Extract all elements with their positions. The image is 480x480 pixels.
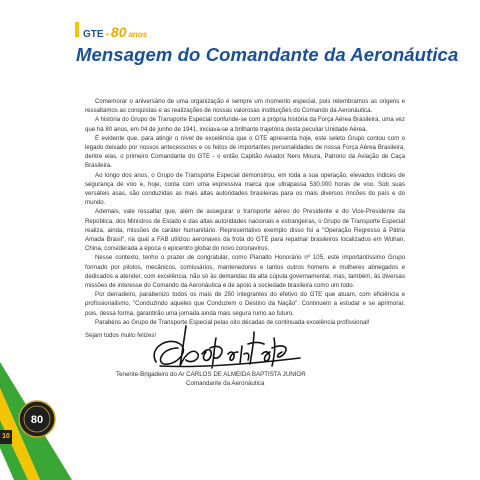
svg-text:80: 80 — [30, 414, 44, 426]
gte-80-anos-seal — [18, 400, 56, 438]
paragraph: Ademais, vale ressaltar que, além de assegurar o transporte aéreo do Presidente e do Vice-Presidente da República, dos Ministros de Estado e das altas autoridades nacionais e estrangeiras, o Grupo de Transporte Especial realiza, ainda, missões de caráter humanitário. Representativo exemplo disso foi a "Operação Regresso à Pátria Amada Brasil", na qual a FAB utilizou aeronaves da frota do GTE para repatriar brasileiros localizados em Wuhan, China, considerada a época o epicentro global do novo coronavírus. — [85, 208, 405, 253]
paragraph: Comemorar o aniversário de uma organização é sempre um momento especial, pois relembramos as origens e ressaltamos as conquistas e as realizações de nossas valorosas instituições do Comando da Aeronáutica. — [85, 98, 405, 115]
signatory-name: Tenente-Brigadeiro do Ar CARLOS DE ALMEIDA BAPTISTA JUNIOR — [116, 371, 306, 378]
paragraph: Por derradeiro, parabenizo todos os mais de 250 integrantes do efetivo do GTE que atuam, com eficiência e profissionalismo, "Conduzindo aqueles que Conduzem o Destino da Nação". Continuem a estudar e se aprimorar, pois, dessa forma, garantirão uma jornada ainda mais segura rumo ao futuro. — [85, 291, 405, 317]
paragraph: Parabéns ao Grupo de Transporte Especial pelas oito décadas de continuada excelência profissional! — [95, 318, 370, 326]
header-prefix: GTE — [83, 29, 104, 40]
paragraph: É evidente que, para atingir o nível de excelência que o GTE apresenta hoje, este seleto Grupo contou com o legado deixado por nossos antecessores e os feitos de importantes personalidades de nossa Força Aérea Brasileira, dentre elas, o primeiro Comandante do GTE - o então Capitão Aviador Nero Moura, Patrono da Aviação de Caça Brasileira. — [85, 134, 405, 170]
page-title: Mensagem do Comandante da Aeronáutica — [76, 44, 459, 65]
paragraph: A história do Grupo de Transporte Especial confunde-se com a própria história da Força Aérea Brasileira, uma vez que há 80 anos, em 04 de junho de 1941, iniciava-se a brilhante trajetória desta peculiar Unidade Aérea. — [85, 116, 405, 133]
header-dash: - — [105, 29, 109, 40]
handwritten-signature — [150, 318, 310, 373]
closing-line: Sejam todos muito felizes! — [85, 332, 157, 340]
paragraph: Ao longo dos anos, o Grupo de Transporte Especial demonstrou, em toda a sua operação, elevados índices de segurança de voo e, hoje, conta com uma expressiva marca que ultrapassa 530.000 horas de voo. Sob suas versáteis asas, são conduzidas as mais altas autoridades brasileiras para os mais diversos rincões do país e do mundo. — [85, 171, 405, 207]
page-number: 10 — [0, 430, 12, 444]
paragraph: Nesse contexto, tenho o prazer de congratular, como Planalto Honorário nº 105, este importantíssimo Grupo formado por pilotos, mecânicos, comissários, mantenedores e tantos outros homens e mulheres abnegados e dedicados a atender, com excelência, não só às demandas da alta cúpula governamental, mas, também, às diversas missões de interesse do Comando da Aeronáutica e de apoio à sociedade brasileira como um todo. — [85, 254, 405, 290]
signature-caption — [116, 371, 356, 388]
message-body — [85, 97, 405, 340]
header-suffix: anos — [128, 30, 148, 39]
header-number: 80 — [110, 24, 127, 40]
header-accent-bar — [75, 22, 79, 37]
signatory-role: Comandante da Aeronáutica — [186, 379, 265, 387]
section-header — [83, 24, 147, 40]
